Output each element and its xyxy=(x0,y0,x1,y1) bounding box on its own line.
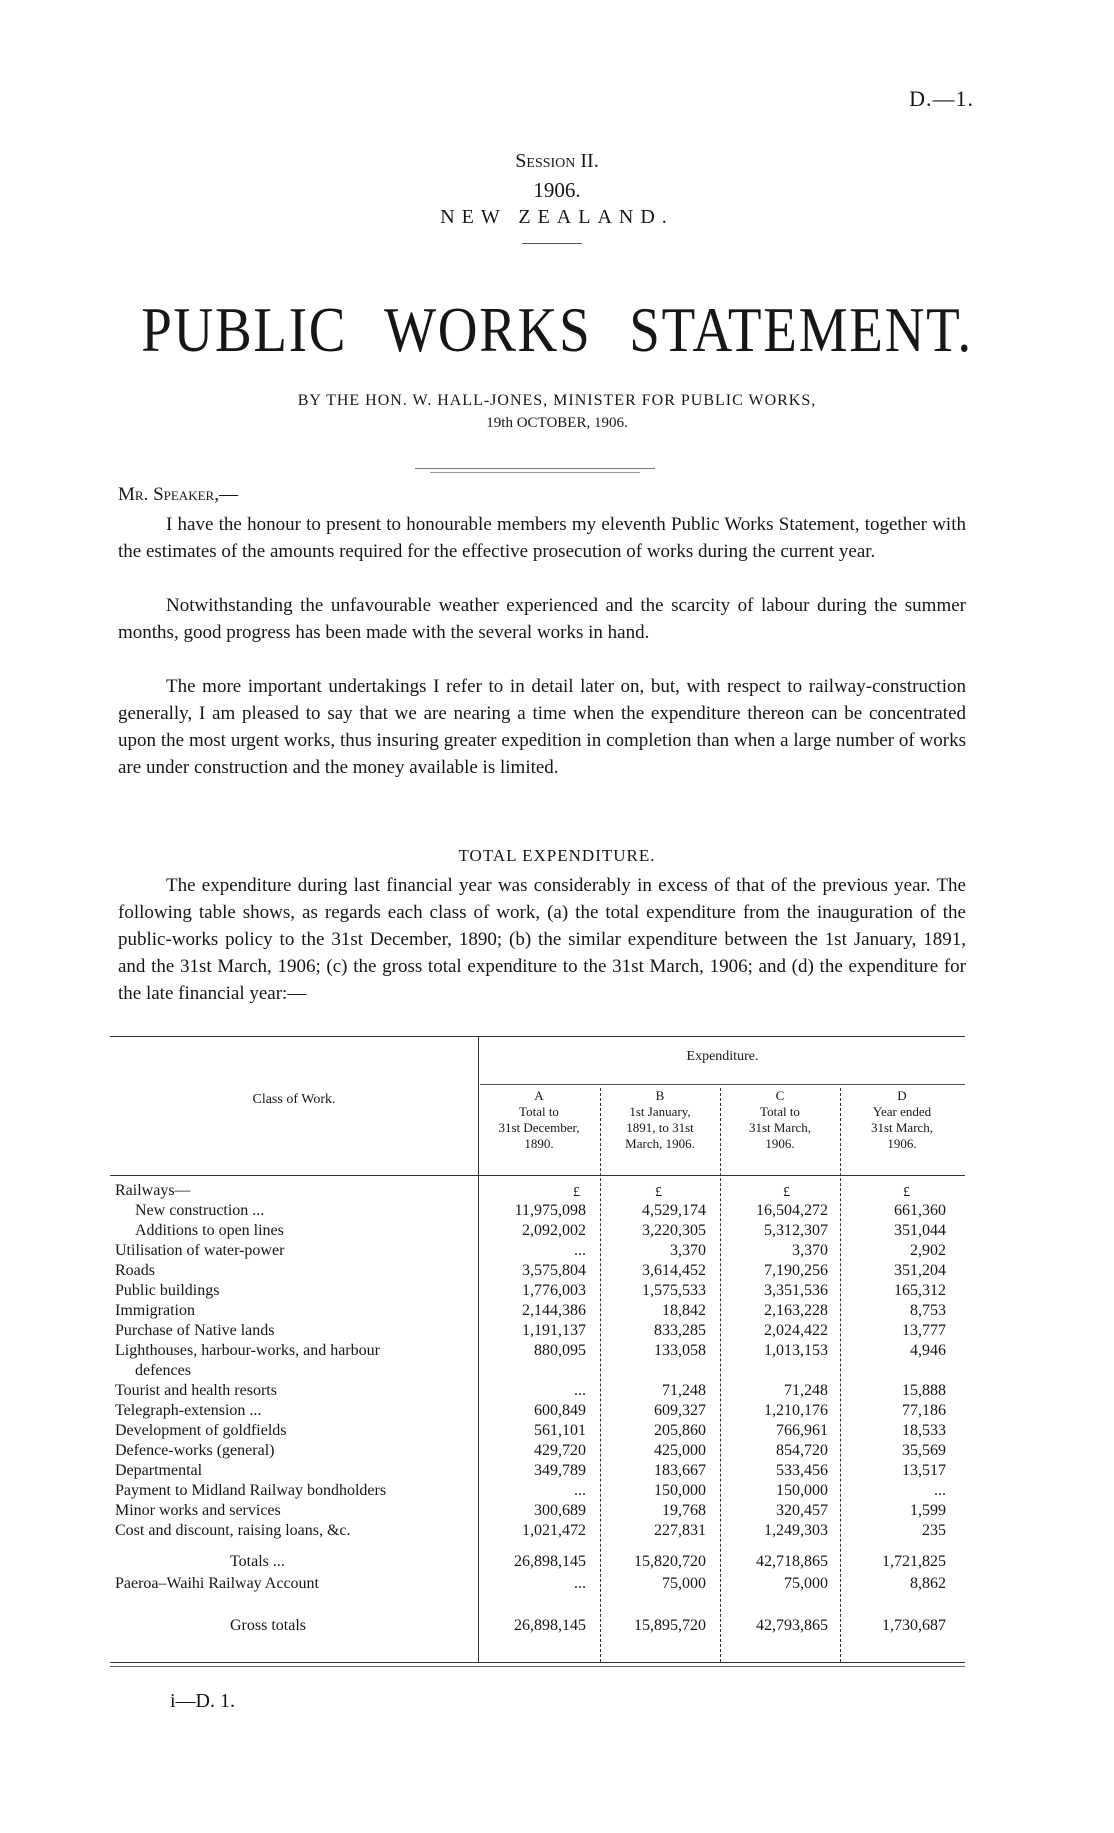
gross-a: 26,898,145 xyxy=(514,1617,586,1634)
table-cell-c: 16,504,272 xyxy=(756,1202,828,1219)
totals-a: 26,898,145 xyxy=(514,1553,586,1570)
table-cell-d: 661,360 xyxy=(894,1202,946,1219)
currency-symbol: £ xyxy=(783,1185,790,1200)
table-cell-b: 18,842 xyxy=(662,1302,706,1319)
paragraph-3: The more important undertakings I refer to in detail later on, but, with respect to railway-construction generally, I am pleased to say that we are nearing a time when the expenditure thereon can be concentrated upon the most urgent works, thus insuring greater expedition in completion than when a large number of works are under construction and the money available is limited. xyxy=(118,676,966,778)
table-row-label-continued: defences xyxy=(135,1362,191,1379)
table-row-label: Development of goldfields xyxy=(115,1422,287,1439)
table-row-label: Tourist and health resorts xyxy=(115,1382,277,1399)
gross-c: 42,793,865 xyxy=(756,1617,828,1634)
table-row-label: Defence-works (general) xyxy=(115,1442,275,1459)
table-cell-d: 18,533 xyxy=(902,1422,946,1439)
table-cell-d: 1,599 xyxy=(910,1502,946,1519)
table-row-label: Utilisation of water-power xyxy=(115,1242,285,1259)
table-cell-d: 77,186 xyxy=(902,1402,946,1419)
table-cell-a: 349,789 xyxy=(534,1462,586,1479)
table-row-label: New construction ... xyxy=(135,1202,265,1219)
table-cell-a: 561,101 xyxy=(534,1422,586,1439)
table-cell-b: 3,614,452 xyxy=(642,1262,706,1279)
table-cell-a: 1,021,472 xyxy=(522,1522,586,1539)
session-label: Session II. xyxy=(515,150,599,172)
table-row-label: Roads xyxy=(115,1262,155,1279)
table-row-label: Cost and discount, raising loans, &c. xyxy=(115,1522,351,1539)
table-row-label: Lighthouses, harbour-works, and harbour xyxy=(115,1342,380,1359)
year-label: 1906. xyxy=(533,178,581,202)
table-cell-c: 1,249,303 xyxy=(764,1522,828,1539)
table-row-label: Additions to open lines xyxy=(135,1222,284,1239)
table-cell-d: 351,204 xyxy=(894,1262,946,1279)
table-row-label: Payment to Midland Railway bondholders xyxy=(115,1482,387,1499)
section-heading: TOTAL EXPENDITURE. xyxy=(458,846,656,865)
table-cell-d: ... xyxy=(934,1482,946,1499)
gross-totals-label: Gross totals xyxy=(230,1617,306,1634)
table-cell-b: 609,327 xyxy=(654,1402,706,1419)
table-cell-b: 227,831 xyxy=(654,1522,706,1539)
table-cell-a: 3,575,804 xyxy=(522,1262,586,1279)
table-cell-d: 235 xyxy=(922,1522,946,1539)
table-cell-c: 150,000 xyxy=(776,1482,828,1499)
table-row-label: Public buildings xyxy=(115,1282,220,1299)
salutation: Mr. Speaker,— xyxy=(118,484,238,505)
totals-b: 15,820,720 xyxy=(634,1553,706,1570)
table-cell-a: ... xyxy=(574,1482,586,1499)
paeroa-b: 75,000 xyxy=(662,1575,706,1592)
table-cell-b: 4,529,174 xyxy=(642,1202,706,1219)
paeroa-d: 8,862 xyxy=(910,1575,946,1592)
byline: BY THE HON. W. HALL-JONES, MINISTER FOR PUBLIC WORKS, xyxy=(297,392,817,409)
table-cell-c: 320,457 xyxy=(776,1502,828,1519)
paragraph-1: I have the honour to present to honourable members my eleventh Public Works Statement, together with the estimates of the amounts required for the effective prosecution of works during the current year. xyxy=(118,514,966,562)
table-row-label: Telegraph-extension ... xyxy=(115,1402,262,1419)
table-cell-c: 71,248 xyxy=(784,1382,828,1399)
expenditure-header: Expenditure. xyxy=(686,1049,759,1064)
paeroa-a: ... xyxy=(574,1575,586,1592)
table-cell-a: ... xyxy=(574,1382,586,1399)
divider xyxy=(522,243,582,244)
table-cell-c: 766,961 xyxy=(776,1422,828,1439)
totals-d: 1,721,825 xyxy=(882,1553,946,1570)
paeroa-c: 75,000 xyxy=(784,1575,828,1592)
table-cell-b: 3,220,305 xyxy=(642,1222,706,1239)
country-label: NEW ZEALAND. xyxy=(440,206,674,228)
column-header-d: D Year ended 31st March, 1906. xyxy=(870,1088,934,1151)
table-cell-c: 7,190,256 xyxy=(764,1262,828,1279)
table-cell-d: 15,888 xyxy=(902,1382,946,1399)
table-cell-d: 165,312 xyxy=(894,1282,946,1299)
table-cell-d: 13,517 xyxy=(902,1462,946,1479)
table-cell-d: 351,044 xyxy=(894,1222,946,1239)
table-row-label: Departmental xyxy=(115,1462,203,1479)
document-reference: D.—1. xyxy=(909,86,974,111)
class-of-work-header: Class of Work. xyxy=(252,1092,336,1107)
divider xyxy=(430,472,640,473)
paragraph-2: Notwithstanding the unfavourable weather experienced and the scarcity of labour during the summer months, good progress has been made with the several works in hand. xyxy=(118,595,966,643)
gross-b: 15,895,720 xyxy=(634,1617,706,1634)
table-cell-a: 2,092,002 xyxy=(522,1222,586,1239)
table-cell-c: 854,720 xyxy=(776,1442,828,1459)
column-header-c: C Total to 31st March, 1906. xyxy=(748,1088,812,1151)
table-cell-a: 600,849 xyxy=(534,1402,586,1419)
table-rule xyxy=(110,1662,965,1663)
table-rule xyxy=(110,1036,965,1037)
table-cell-a: 1,191,137 xyxy=(522,1322,586,1339)
table-rule xyxy=(480,1084,965,1085)
table-cell-b: 425,000 xyxy=(654,1442,706,1459)
table-cell-b: 133,058 xyxy=(654,1342,706,1359)
table-cell-a: 2,144,386 xyxy=(522,1302,586,1319)
table-cell-b: 1,575,533 xyxy=(642,1282,706,1299)
table-cell-d: 8,753 xyxy=(910,1302,946,1319)
column-header-b: B 1st January, 1891, to 31st March, 1906. xyxy=(625,1088,695,1151)
table-cell-c: 1,210,176 xyxy=(764,1402,828,1419)
table-cell-c: 533,456 xyxy=(776,1462,828,1479)
table-cell-b: 71,248 xyxy=(662,1382,706,1399)
currency-symbol: £ xyxy=(655,1185,662,1200)
table-row-label: Minor works and services xyxy=(115,1502,281,1519)
table-cell-b: 3,370 xyxy=(670,1242,706,1259)
railways-group-label: Railways— xyxy=(115,1182,191,1199)
table-cell-a: 429,720 xyxy=(534,1442,586,1459)
gross-d: 1,730,687 xyxy=(882,1617,946,1634)
table-cell-a: ... xyxy=(574,1242,586,1259)
statement-date: 19th OCTOBER, 1906. xyxy=(486,415,628,431)
table-cell-a: 1,776,003 xyxy=(522,1282,586,1299)
paragraph-4: The expenditure during last financial year was considerably in excess of that of the previous year. The following table shows, as regards each class of work, (a) the total expenditure from the inauguration of the public-works policy to the 31st December, 1890; (b) the similar expenditure between the 1st January, 1891, and the 31st March, 1906; (c) the gross total expenditure to the 31st March, 1906; and (d) the expenditure for the late financial year:— xyxy=(118,875,966,1004)
page-title: PUBLIC WORKS STATEMENT. xyxy=(141,294,973,365)
currency-symbol: £ xyxy=(903,1185,910,1200)
table-cell-c: 1,013,153 xyxy=(764,1342,828,1359)
totals-label: Totals ... xyxy=(230,1553,285,1570)
table-cell-d: 2,902 xyxy=(910,1242,946,1259)
page-footer-code: i—D. 1. xyxy=(170,1690,235,1712)
paeroa-label: Paeroa–Waihi Railway Account xyxy=(115,1575,319,1592)
totals-c: 42,718,865 xyxy=(756,1553,828,1570)
table-cell-b: 833,285 xyxy=(654,1322,706,1339)
table-cell-a: 300,689 xyxy=(534,1502,586,1519)
table-cell-b: 19,768 xyxy=(662,1502,706,1519)
table-row-label: Immigration xyxy=(115,1302,195,1319)
table-cell-c: 3,351,536 xyxy=(764,1282,828,1299)
table-cell-d: 13,777 xyxy=(902,1322,946,1339)
divider xyxy=(415,468,655,469)
column-header-a: A Total to 31st December, 1890. xyxy=(498,1088,580,1151)
column-divider xyxy=(478,1036,479,1662)
table-cell-d: 35,569 xyxy=(902,1442,946,1459)
table-cell-c: 2,163,228 xyxy=(764,1302,828,1319)
table-cell-c: 3,370 xyxy=(792,1242,828,1259)
table-cell-b: 183,667 xyxy=(654,1462,706,1479)
table-cell-c: 2,024,422 xyxy=(764,1322,828,1339)
table-rule xyxy=(110,1175,965,1176)
table-rule xyxy=(110,1666,965,1667)
table-cell-c: 5,312,307 xyxy=(764,1222,828,1239)
table-cell-a: 11,975,098 xyxy=(514,1202,586,1219)
table-cell-b: 205,860 xyxy=(654,1422,706,1439)
table-cell-a: 880,095 xyxy=(534,1342,586,1359)
table-row-label: Purchase of Native lands xyxy=(115,1322,275,1339)
currency-symbol: £ xyxy=(573,1185,580,1200)
table-cell-d: 4,946 xyxy=(910,1342,946,1359)
table-cell-b: 150,000 xyxy=(654,1482,706,1499)
